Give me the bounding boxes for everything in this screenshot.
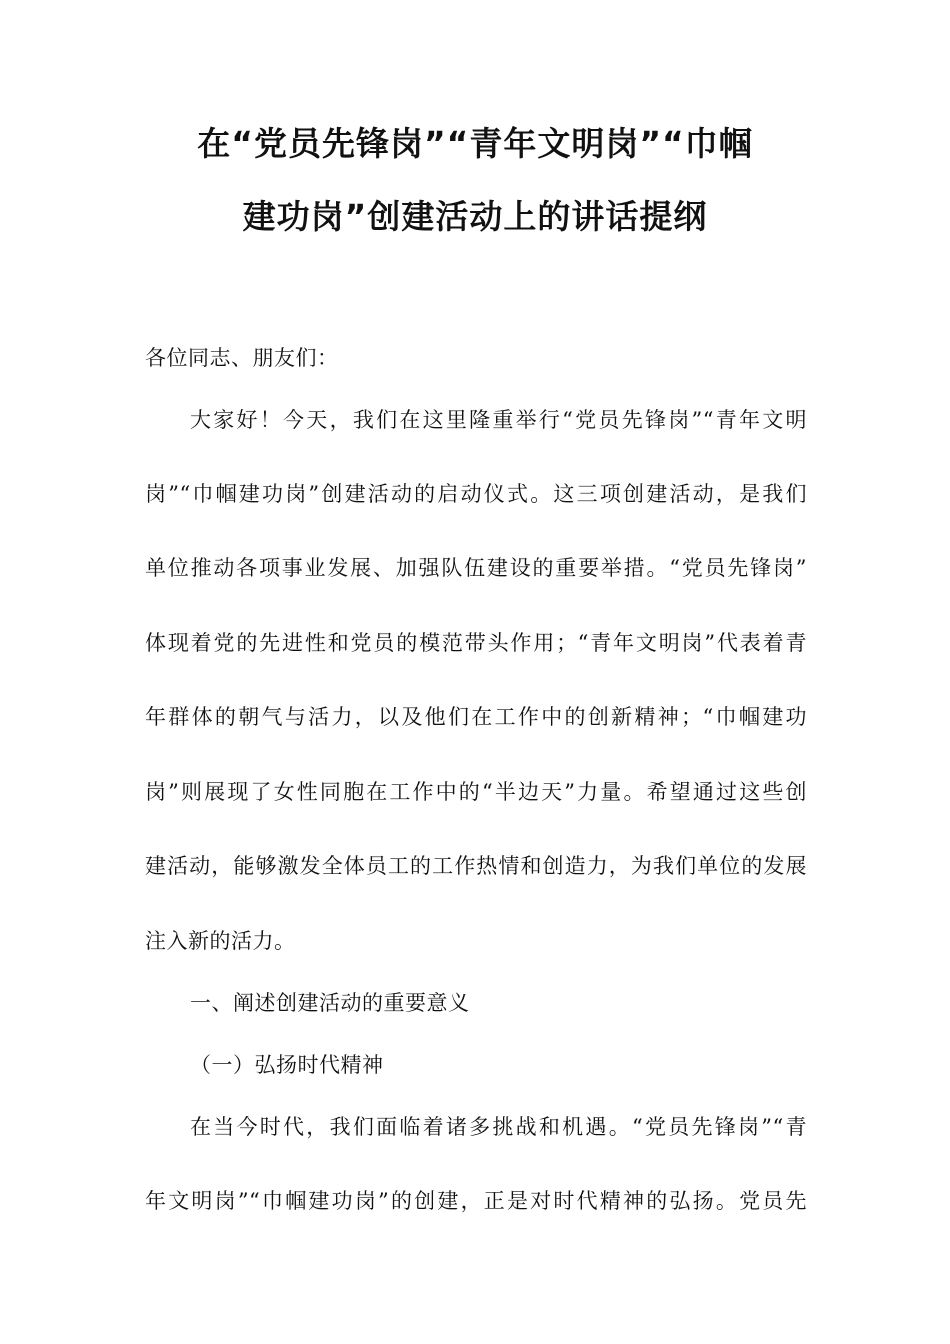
body-line: 建活动，能够激发全体员工的工作热情和创造力，为我们单位的发展 — [145, 854, 807, 878]
body-line: 体现着党的先进性和党员的模范带头作用；“青年文明岗”代表着青 — [145, 631, 807, 655]
salutation: 各位同志、朋友们： — [145, 346, 339, 370]
body-line: 在当今时代，我们面临着诸多挑战和机遇。“党员先锋岗”“青 — [190, 1115, 807, 1139]
body-line: 大家好！今天，我们在这里隆重举行“党员先锋岗”“青年文明 — [190, 408, 807, 432]
body-line: 单位推动各项事业发展、加强队伍建设的重要举措。“党员先锋岗” — [145, 556, 807, 580]
body-line: 岗”则展现了女性同胞在工作中的“半边天”力量。希望通过这些创 — [145, 780, 807, 804]
document-title-line-1: 在“党员先锋岗”“青年文明岗”“巾帼 — [197, 124, 753, 163]
subsection-heading: （一）弘扬时代精神 — [190, 1053, 384, 1077]
body-line: 年群体的朝气与活力，以及他们在工作中的创新精神；“巾帼建功 — [145, 705, 807, 729]
body-line: 注入新的活力。 — [145, 929, 296, 953]
body-line: 年文明岗”“巾帼建功岗”的创建，正是对时代精神的弘扬。党员先 — [145, 1189, 807, 1213]
body-line: 岗”“巾帼建功岗”创建活动的启动仪式。这三项创建活动，是我们 — [145, 482, 807, 506]
section-heading: 一、阐述创建活动的重要意义 — [190, 991, 470, 1015]
document-title-line-2: 建功岗”创建活动上的讲话提纲 — [242, 197, 708, 236]
